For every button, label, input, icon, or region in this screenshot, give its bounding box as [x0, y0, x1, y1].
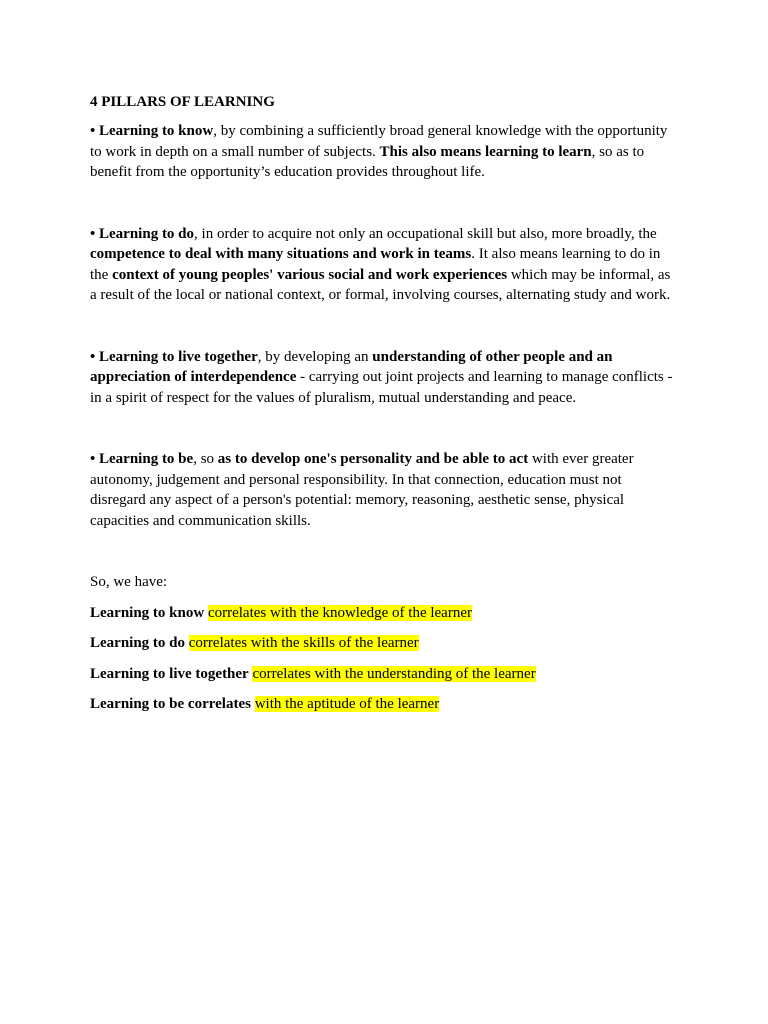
summary-intro: So, we have: — [90, 574, 168, 590]
highlighted-text: correlates with the skills of the learner — [188, 635, 419, 651]
bullet: • — [90, 451, 96, 467]
summary-label: Learning to do — [90, 635, 186, 651]
summary-label: Learning to be correlates — [90, 696, 251, 712]
summary-label: Learning to know — [90, 604, 205, 621]
pillar-name: Learning to live together — [99, 348, 258, 365]
pillar-learning-to-know — [90, 121, 680, 183]
pillar-learning-to-live-together — [90, 347, 680, 409]
pillar-name: Learning to know — [99, 123, 214, 139]
pillar-text: with ever greater autonomy, judgement and personal responsibility. In that connection, education must not disregard any aspect of a person's potential: memory, reasoning, aesthetic sense, physical capacities and communication skills. — [90, 451, 634, 529]
highlighted-text: correlates with the knowledge of the learner — [207, 604, 472, 621]
pillar-emphasis: This also means learning to learn — [379, 143, 592, 160]
document-title: 4 PILLARS OF LEARNING — [90, 94, 275, 110]
pillar-text: - carrying out joint projects and learning to manage conflicts - in a spirit of respect for the values of pluralism, mutual understanding and peace. — [90, 369, 673, 406]
summary-label: Learning to live together — [90, 665, 249, 682]
pillar-text: , by developing an — [257, 348, 373, 365]
pillar-text: which may be informal, as a result of the local or national context, or formal, involving courses, alternating study and work. — [90, 266, 671, 303]
pillar-text: , in order to acquire not only an occupational skill but also, more broadly, the — [194, 225, 657, 242]
pillar-learning-to-be — [90, 449, 680, 531]
bullet: • — [90, 348, 96, 365]
document-body — [90, 92, 680, 725]
pillar-text: . It also means learning to do in the — [90, 246, 661, 283]
summary-line-do — [90, 633, 680, 654]
bullet: • — [90, 123, 96, 139]
pillar-name: Learning to be — [99, 451, 194, 467]
summary-line-live-together — [90, 664, 680, 685]
pillar-emphasis: understanding of other people and an appreciation of interdependence — [90, 348, 613, 385]
summary-line-know — [90, 603, 680, 624]
pillar-learning-to-do — [90, 224, 680, 306]
pillar-name: Learning to do — [99, 225, 195, 242]
summary-line-be — [90, 694, 680, 715]
pillar-emphasis: context of young peoples' various social and work experiences — [112, 266, 508, 283]
pillar-emphasis: as to develop one's personality and be able to act — [217, 451, 529, 467]
bullet: • — [90, 225, 96, 242]
pillar-emphasis: competence to deal with many situations and work in teams — [90, 246, 472, 262]
highlighted-text: with the aptitude of the learner — [254, 696, 440, 712]
highlighted-text: correlates with the understanding of the learner — [252, 665, 536, 682]
pillar-text: , so — [193, 451, 218, 467]
pillar-text: , so as to benefit from the opportunity’s education provides throughout life. — [90, 143, 645, 180]
pillar-text: , by combining a sufficiently broad general knowledge with the opportunity to work in depth on a small number of subjects. — [90, 123, 668, 160]
